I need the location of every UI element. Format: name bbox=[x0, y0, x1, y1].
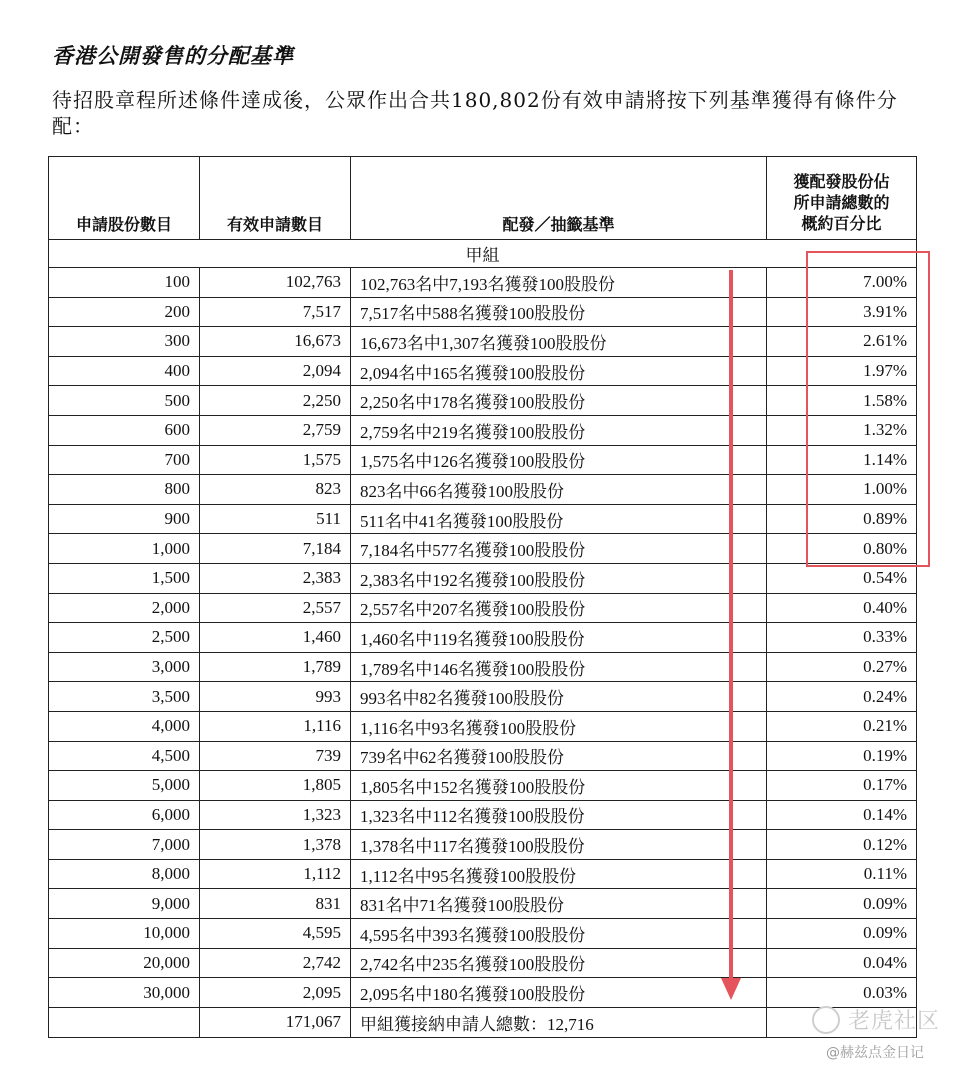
cell-allocation-basis: 7,517名中588名獲發100股股份 bbox=[351, 297, 767, 327]
tiger-logo-icon bbox=[812, 1006, 840, 1034]
cell-allocation-basis: 1,789名中146名獲發100股股份 bbox=[351, 652, 767, 682]
cell-shares-applied: 100 bbox=[49, 268, 200, 298]
cell-approx-percentage: 0.40% bbox=[767, 593, 917, 623]
cell-valid-applications: 2,759 bbox=[200, 415, 351, 445]
cell-approx-percentage: 1.14% bbox=[767, 445, 917, 475]
cell-shares-applied: 700 bbox=[49, 445, 200, 475]
cell-allocation-basis: 16,673名中1,307名獲發100股股份 bbox=[351, 327, 767, 357]
cell-approx-percentage: 0.12% bbox=[767, 830, 917, 860]
cell-allocation-basis: 1,116名中93名獲發100股股份 bbox=[351, 711, 767, 741]
cell-approx-percentage: 0.33% bbox=[767, 623, 917, 653]
cell-shares-applied: 500 bbox=[49, 386, 200, 416]
header-shares-applied: 申請股份數目 bbox=[49, 157, 200, 240]
table-row bbox=[49, 623, 917, 653]
cell-valid-applications: 1,789 bbox=[200, 652, 351, 682]
cell-approx-percentage: 0.09% bbox=[767, 919, 917, 949]
table-row bbox=[49, 268, 917, 298]
table-row bbox=[49, 711, 917, 741]
cell-approx-percentage: 7.00% bbox=[767, 268, 917, 298]
cell-valid-applications: 823 bbox=[200, 475, 351, 505]
arrow-head-icon bbox=[721, 978, 741, 1000]
allocation-table bbox=[48, 156, 917, 1038]
cell-approx-percentage: 0.04% bbox=[767, 948, 917, 978]
cell-allocation-basis: 511名中41名獲發100股股份 bbox=[351, 504, 767, 534]
cell-approx-percentage: 2.61% bbox=[767, 327, 917, 357]
cell-approx-percentage: 1.00% bbox=[767, 475, 917, 505]
cell-allocation-basis: 1,460名中119名獲發100股股份 bbox=[351, 623, 767, 653]
cell-shares-applied: 8,000 bbox=[49, 859, 200, 889]
cell-valid-applications: 2,250 bbox=[200, 386, 351, 416]
group-label: 甲組 bbox=[49, 240, 917, 268]
cell-allocation-basis: 4,595名中393名獲發100股股份 bbox=[351, 919, 767, 949]
cell-valid-applications: 2,557 bbox=[200, 593, 351, 623]
header-pct-line: 獲配發股份佔 bbox=[793, 174, 890, 191]
cell-shares-applied: 4,500 bbox=[49, 741, 200, 771]
cell-shares-applied: 1,500 bbox=[49, 563, 200, 593]
table-row bbox=[49, 475, 917, 505]
page-title: 香港公開發售的分配基準 bbox=[52, 43, 294, 68]
cell-valid-applications: 102,763 bbox=[200, 268, 351, 298]
cell-shares-applied: 400 bbox=[49, 356, 200, 386]
cell-approx-percentage: 0.89% bbox=[767, 504, 917, 534]
cell-shares-applied: 6,000 bbox=[49, 800, 200, 830]
cell-valid-applications: 1,323 bbox=[200, 800, 351, 830]
cell-valid-applications: 1,116 bbox=[200, 711, 351, 741]
cell-approx-percentage: 0.14% bbox=[767, 800, 917, 830]
cell-approx-percentage: 0.27% bbox=[767, 652, 917, 682]
cell-valid-applications: 1,378 bbox=[200, 830, 351, 860]
table-row bbox=[49, 563, 917, 593]
cell-valid-applications: 2,383 bbox=[200, 563, 351, 593]
total-valid-applications: 171,067 bbox=[200, 1007, 351, 1037]
cell-valid-applications: 1,575 bbox=[200, 445, 351, 475]
cell-shares-applied: 2,000 bbox=[49, 593, 200, 623]
cell-allocation-basis: 102,763名中7,193名獲發100股股份 bbox=[351, 268, 767, 298]
watermark-logo bbox=[812, 1004, 940, 1036]
table-row bbox=[49, 859, 917, 889]
cell-valid-applications: 16,673 bbox=[200, 327, 351, 357]
cell-allocation-basis: 993名中82名獲發100股股份 bbox=[351, 682, 767, 712]
cell-allocation-basis: 2,383名中192名獲發100股股份 bbox=[351, 563, 767, 593]
header-approx-percentage bbox=[767, 157, 917, 240]
cell-approx-percentage: 3.91% bbox=[767, 297, 917, 327]
cell-approx-percentage: 0.03% bbox=[767, 978, 917, 1008]
total-row bbox=[49, 1007, 917, 1037]
table-row bbox=[49, 741, 917, 771]
cell-shares-applied: 800 bbox=[49, 475, 200, 505]
cell-approx-percentage: 0.24% bbox=[767, 682, 917, 712]
cell-shares-applied: 7,000 bbox=[49, 830, 200, 860]
table-row bbox=[49, 593, 917, 623]
cell-valid-applications: 7,517 bbox=[200, 297, 351, 327]
cell-valid-applications: 831 bbox=[200, 889, 351, 919]
table-row bbox=[49, 356, 917, 386]
header-valid-applications: 有效申請數目 bbox=[200, 157, 351, 240]
table-row bbox=[49, 830, 917, 860]
cell-shares-applied: 30,000 bbox=[49, 978, 200, 1008]
cell-approx-percentage: 0.09% bbox=[767, 889, 917, 919]
table-header-row bbox=[49, 157, 917, 240]
cell-allocation-basis: 1,112名中95名獲發100股股份 bbox=[351, 859, 767, 889]
watermark-text: 老虎社区 bbox=[848, 1009, 941, 1034]
cell-allocation-basis: 1,378名中117名獲發100股股份 bbox=[351, 830, 767, 860]
cell-valid-applications: 739 bbox=[200, 741, 351, 771]
header-pct-line: 概約百分比 bbox=[801, 216, 882, 233]
cell-allocation-basis: 2,742名中235名獲發100股股份 bbox=[351, 948, 767, 978]
cell-shares-applied: 300 bbox=[49, 327, 200, 357]
table-row bbox=[49, 534, 917, 564]
cell-valid-applications: 1,805 bbox=[200, 771, 351, 801]
watermark-author: @赫兹点金日记 bbox=[826, 1045, 924, 1061]
cell-allocation-basis: 823名中66名獲發100股股份 bbox=[351, 475, 767, 505]
cell-allocation-basis: 7,184名中577名獲發100股股份 bbox=[351, 534, 767, 564]
cell-allocation-basis: 2,094名中165名獲發100股股份 bbox=[351, 356, 767, 386]
cell-shares-applied: 20,000 bbox=[49, 948, 200, 978]
cell-valid-applications: 7,184 bbox=[200, 534, 351, 564]
cell-allocation-basis: 739名中62名獲發100股股份 bbox=[351, 741, 767, 771]
cell-shares-applied: 200 bbox=[49, 297, 200, 327]
table-row bbox=[49, 445, 917, 475]
table-row bbox=[49, 652, 917, 682]
cell-valid-applications: 2,095 bbox=[200, 978, 351, 1008]
cell-allocation-basis: 1,575名中126名獲發100股股份 bbox=[351, 445, 767, 475]
table-row bbox=[49, 800, 917, 830]
table-row bbox=[49, 948, 917, 978]
table-row bbox=[49, 297, 917, 327]
group-row bbox=[49, 240, 917, 268]
cell-shares-applied: 2,500 bbox=[49, 623, 200, 653]
table-row bbox=[49, 504, 917, 534]
cell-approx-percentage: 0.17% bbox=[767, 771, 917, 801]
cell-shares-applied: 600 bbox=[49, 415, 200, 445]
cell-allocation-basis: 2,250名中178名獲發100股股份 bbox=[351, 386, 767, 416]
cell-allocation-basis: 2,095名中180名獲發100股股份 bbox=[351, 978, 767, 1008]
cell-valid-applications: 2,094 bbox=[200, 356, 351, 386]
cell-approx-percentage: 1.97% bbox=[767, 356, 917, 386]
cell-allocation-basis: 831名中71名獲發100股股份 bbox=[351, 889, 767, 919]
intro-paragraph: 待招股章程所述條件達成後，公眾作出合共180,802份有效申請將按下列基準獲得有條件分配： bbox=[52, 88, 898, 138]
cell-valid-applications: 4,595 bbox=[200, 919, 351, 949]
table-row bbox=[49, 889, 917, 919]
cell-valid-applications: 511 bbox=[200, 504, 351, 534]
table-row bbox=[49, 682, 917, 712]
cell-shares-applied: 3,000 bbox=[49, 652, 200, 682]
table-row bbox=[49, 386, 917, 416]
cell-approx-percentage: 1.58% bbox=[767, 386, 917, 416]
table-row bbox=[49, 919, 917, 949]
cell-approx-percentage: 1.32% bbox=[767, 415, 917, 445]
cell-approx-percentage: 0.19% bbox=[767, 741, 917, 771]
cell-approx-percentage: 0.54% bbox=[767, 563, 917, 593]
header-allocation-basis: 配發／抽籤基準 bbox=[351, 157, 767, 240]
header-pct-line: 所申請總數的 bbox=[793, 195, 890, 212]
table-row bbox=[49, 978, 917, 1008]
cell-shares-applied: 900 bbox=[49, 504, 200, 534]
down-arrow-annotation bbox=[729, 270, 733, 982]
cell-valid-applications: 993 bbox=[200, 682, 351, 712]
cell-allocation-basis: 1,805名中152名獲發100股股份 bbox=[351, 771, 767, 801]
cell-shares-applied: 5,000 bbox=[49, 771, 200, 801]
cell-allocation-basis: 2,759名中219名獲發100股股份 bbox=[351, 415, 767, 445]
cell-allocation-basis: 1,323名中112名獲發100股股份 bbox=[351, 800, 767, 830]
cell-shares-applied: 1,000 bbox=[49, 534, 200, 564]
table-body bbox=[49, 268, 917, 1008]
cell-approx-percentage: 0.21% bbox=[767, 711, 917, 741]
cell-approx-percentage: 0.11% bbox=[767, 859, 917, 889]
total-blank-cell bbox=[49, 1007, 200, 1037]
cell-allocation-basis: 2,557名中207名獲發100股股份 bbox=[351, 593, 767, 623]
highlight-box-annotation bbox=[806, 251, 930, 567]
cell-shares-applied: 3,500 bbox=[49, 682, 200, 712]
cell-valid-applications: 1,112 bbox=[200, 859, 351, 889]
table-row bbox=[49, 771, 917, 801]
table-row bbox=[49, 327, 917, 357]
cell-valid-applications: 2,742 bbox=[200, 948, 351, 978]
table-row bbox=[49, 415, 917, 445]
cell-shares-applied: 10,000 bbox=[49, 919, 200, 949]
cell-shares-applied: 4,000 bbox=[49, 711, 200, 741]
cell-approx-percentage: 0.80% bbox=[767, 534, 917, 564]
cell-valid-applications: 1,460 bbox=[200, 623, 351, 653]
total-successful-applicants: 甲組獲接納申請人總數：12,716 bbox=[351, 1007, 767, 1037]
cell-shares-applied: 9,000 bbox=[49, 889, 200, 919]
